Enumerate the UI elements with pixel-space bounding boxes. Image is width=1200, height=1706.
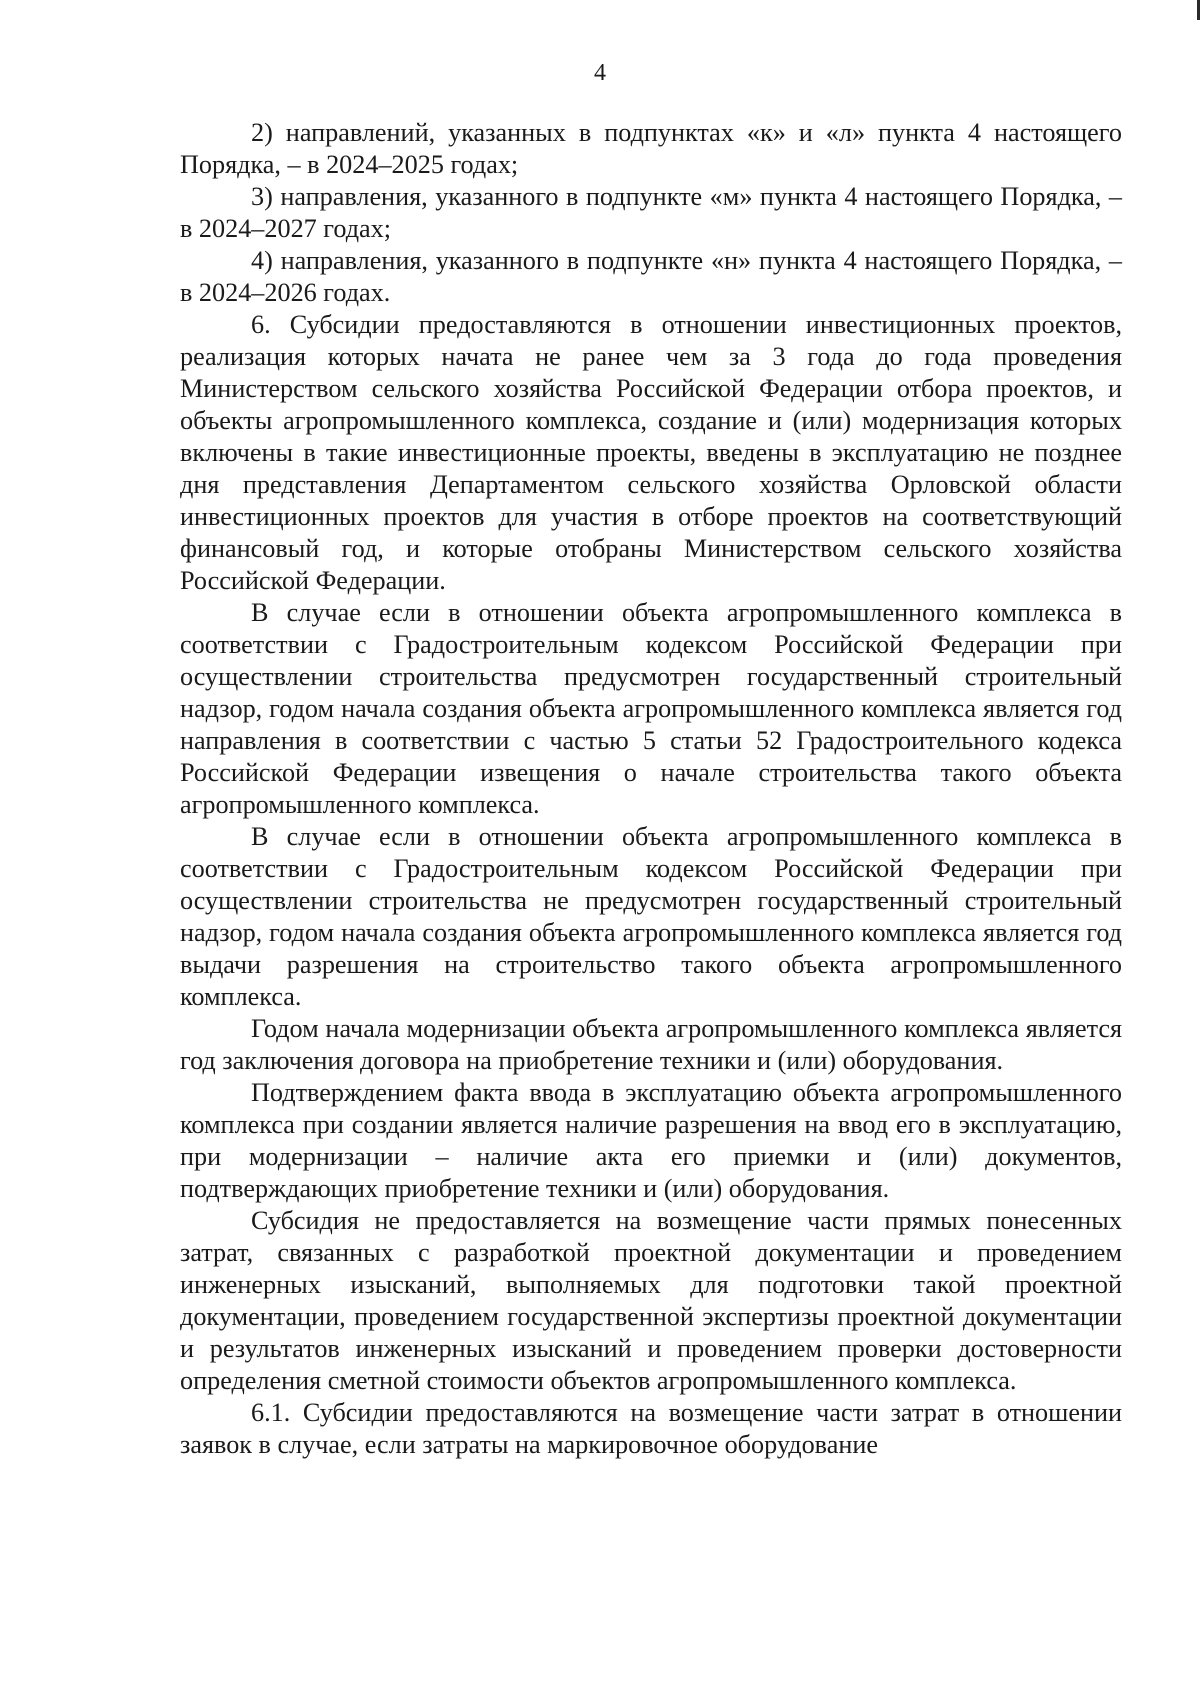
paragraph-supervision-not-provided: В случае если в отношении объекта агропромышленного комплекса в соответствии с Градостроительным кодексом Российской Федерации при осуществлении строительства не предусмотрен государственный строительный надзор, годом начала создания объекта агропромышленного комплекса является год выдачи разрешения на строительство такого объекта агропромышленного комплекса. <box>180 822 1122 1011</box>
paragraph-clause-6-1: 6.1. Субсидии предоставляются на возмещение части затрат в отношении заявок в случае, если затраты на маркировочное оборудование <box>180 1398 1122 1459</box>
paragraph-item-4-dates: 4) направления, указанного в подпункте «н» пункта 4 настоящего Порядка, – в 2024–2026 годах. <box>180 246 1122 307</box>
paragraph-commissioning-confirmation: Подтверждением факта ввода в эксплуатацию объекта агропромышленного комплекса при создании является наличие разрешения на ввод его в эксплуатацию, при модернизации – наличие акта его приемки и (или) документов, подтверждающих приобретение техники и (или) оборудования. <box>180 1078 1122 1203</box>
document-body <box>180 117 1122 1461</box>
paragraph-supervision-provided: В случае если в отношении объекта агропромышленного комплекса в соответствии с Градостроительным кодексом Российской Федерации при осуществлении строительства предусмотрен государственный строительный надзор, годом начала создания объекта агропромышленного комплекса является год направления в соответствии с частью 5 статьи 52 Градостроительного кодекса Российской Федерации извещения о начале строительства такого объекта агропромышленного комплекса. <box>180 598 1122 819</box>
paragraph-item-3-dates: 3) направления, указанного в подпункте «м» пункта 4 настоящего Порядка, – в 2024–2027 годах; <box>180 182 1122 243</box>
page-number: 4 <box>594 60 606 86</box>
paragraph-modernization-start: Годом начала модернизации объекта агропромышленного комплекса является год заключения договора на приобретение техники и (или) оборудования. <box>180 1014 1122 1075</box>
paragraph-subsidy-exclusion: Субсидия не предоставляется на возмещение части прямых понесенных затрат, связанных с разработкой проектной документации и проведением инженерных изысканий, выполняемых для подготовки такой проектной документации, проведением государственной экспертизы проектной документации и результатов инженерных изысканий и проведением проверки достоверности определения сметной стоимости объектов агропромышленного комплекса. <box>180 1206 1122 1395</box>
paragraph-item-2-dates: 2) направлений, указанных в подпунктах «к» и «л» пункта 4 настоящего Порядка, – в 2024–2025 годах; <box>180 118 1122 179</box>
paragraph-clause-6: 6. Субсидии предоставляются в отношении инвестиционных проектов, реализация которых начата не ранее чем за 3 года до года проведения Министерством сельского хозяйства Российской Федерации отбора проектов, и объекты агропромышленного комплекса, создание и (или) модернизация которых включены в такие инвестиционные проекты, введены в эксплуатацию не позднее дня представления Департаментом сельского хозяйства Орловской области инвестиционных проектов для участия в отборе проектов на соответствующий финансовый год, и которые отобраны Министерством сельского хозяйства Российской Федерации. <box>180 310 1122 595</box>
